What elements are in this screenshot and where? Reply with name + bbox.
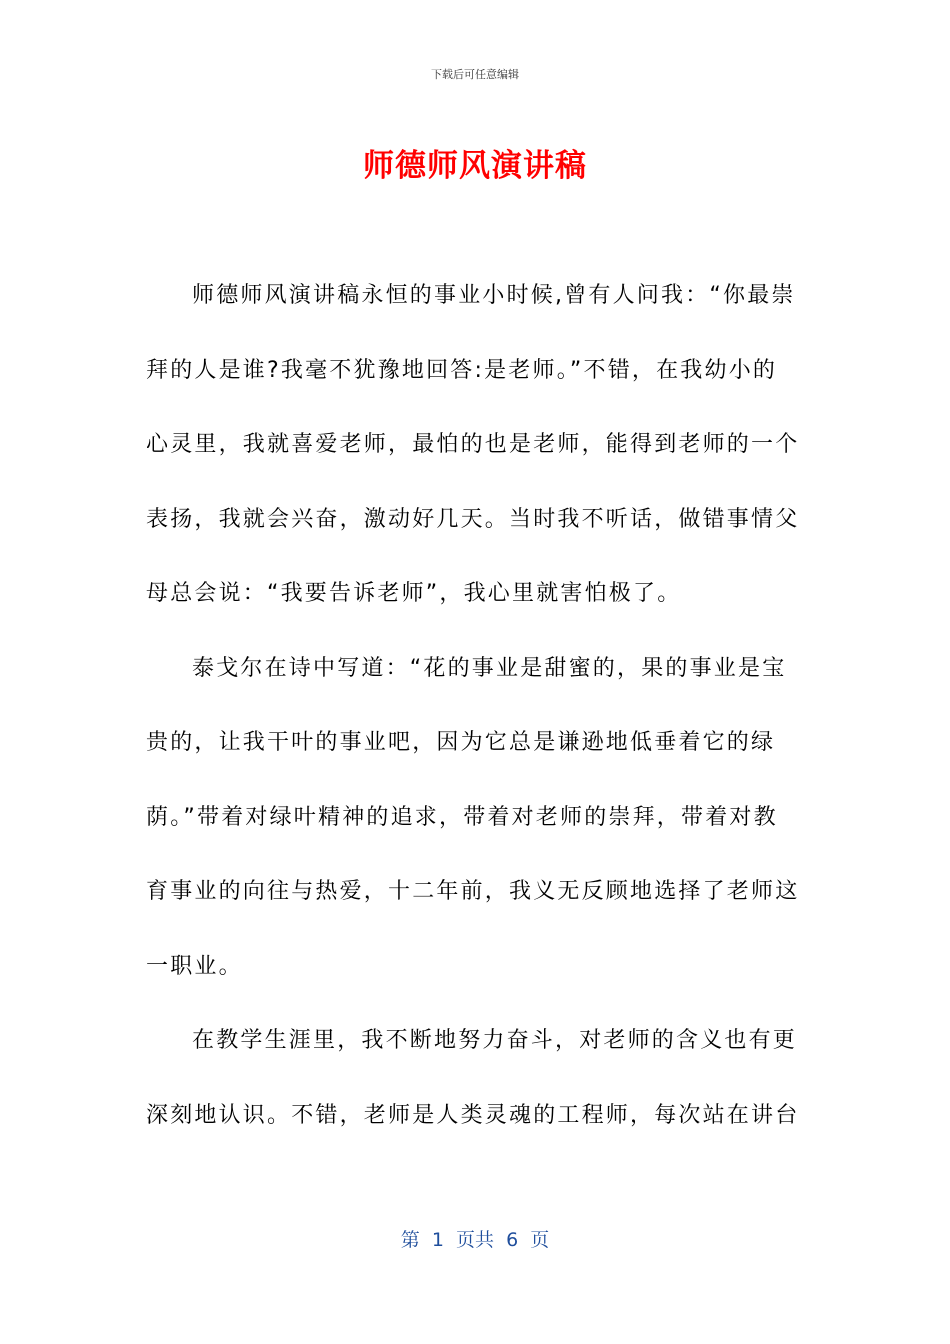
paragraph-line: 表扬，我就会兴奋，激动好几天。当时我不听话，做错事情父: [146, 506, 800, 532]
paragraph-line: 心灵里，我就喜爱老师，最怕的也是老师，能得到老师的一个: [146, 432, 800, 457]
paragraph-line: 师德师风演讲稿永恒的事业小时候,曾有人问我：“你最崇: [192, 283, 796, 308]
header-note: 下载后可任意编辑: [431, 68, 519, 81]
page-number-footer: 第 1 页共 6 页: [400, 1229, 550, 1251]
document-title: 师德师风演讲稿: [363, 148, 587, 184]
paragraph-line: 母总会说：“我要告诉老师”，我心里就害怕极了。: [146, 581, 682, 606]
paragraph-line: 育事业的向往与热爱，十二年前，我义无反顾地选择了老师这: [146, 879, 800, 904]
paragraph-line: 荫。”带着对绿叶精神的追求，带着对老师的崇拜，带着对教: [146, 804, 778, 830]
paragraph-line: 拜的人是谁?我毫不犹豫地回答:是老师。”不错，在我幼小的: [146, 357, 778, 383]
paragraph-line: 深刻地认识。不错，老师是人类灵魂的工程师，每次站在讲台: [146, 1102, 800, 1128]
document-body: [146, 272, 806, 1166]
paragraph-line: 在教学生涯里，我不断地努力奋斗，对老师的含义也有更: [192, 1028, 798, 1053]
paragraph-line: 泰戈尔在诗中写道：“花的事业是甜蜜的，果的事业是宝: [192, 655, 787, 681]
paragraph-line: 贵的，让我干叶的事业吧，因为它总是谦逊地低垂着它的绿: [146, 730, 776, 755]
paragraph-line: 一职业。: [146, 953, 243, 979]
